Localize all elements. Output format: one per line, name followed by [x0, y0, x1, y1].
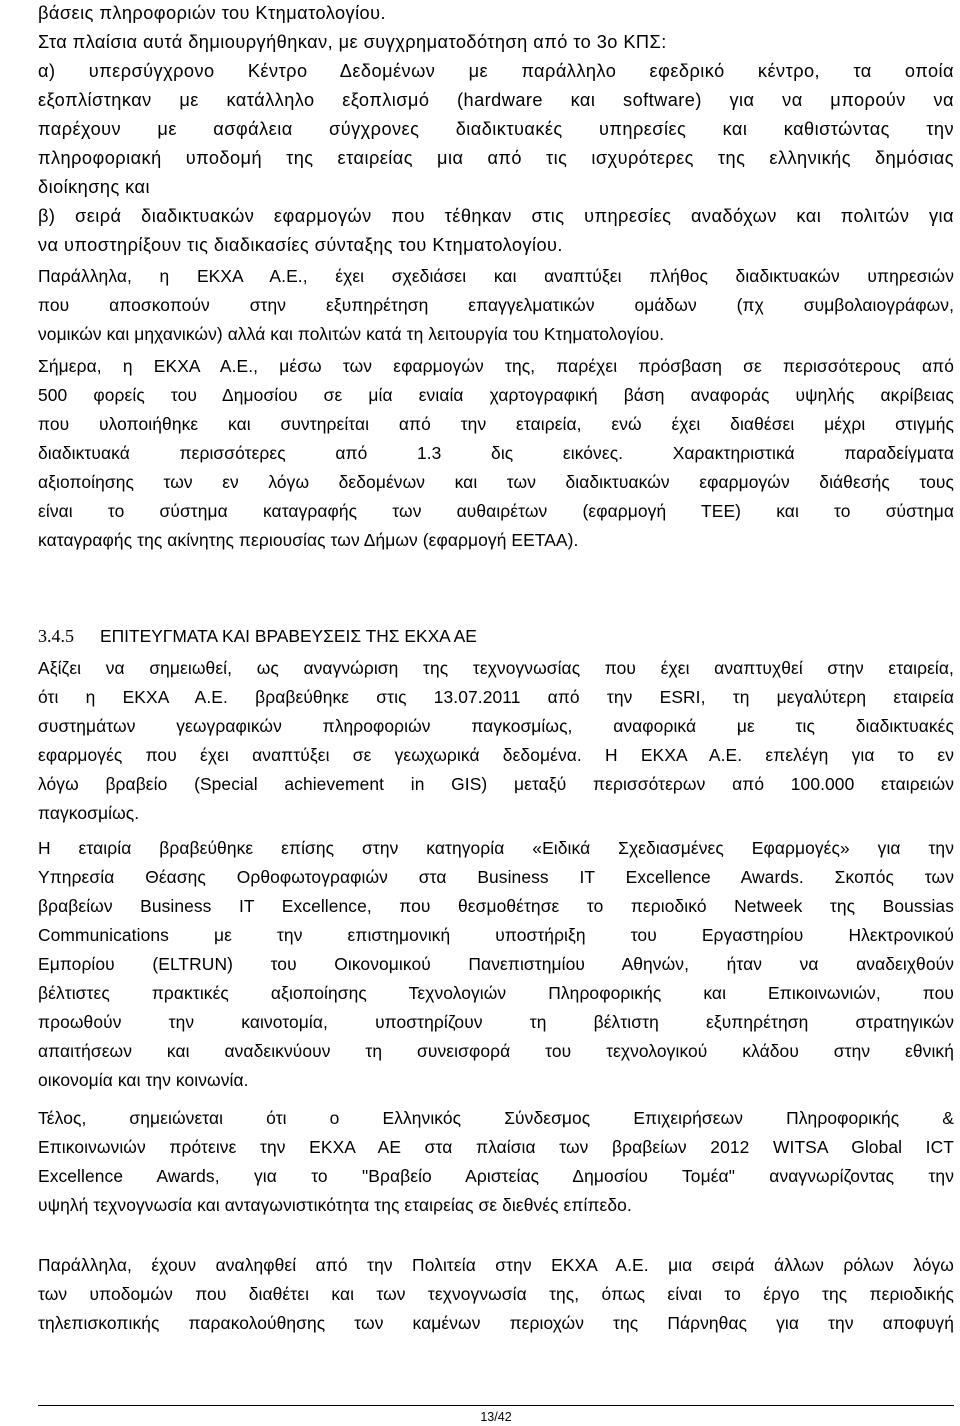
text-line: Στα πλαίσια αυτά δημιουργήθηκαν, με συγχρηματοδότηση από το 3ο ΚΠΣ:	[38, 32, 667, 52]
section-heading	[38, 622, 477, 650]
text-line: Επικοινωνιών πρότεινε την ΕΚΧΑ ΑΕ στα πλαίσια των βραβείων 2012 WITSA Global ICT	[38, 1137, 954, 1157]
text-line: βέλτιστες πρακτικές αξιοποίησης Τεχνολογιών Πληροφορικής και Επικοινωνιών, που	[38, 983, 954, 1003]
text-line: συστημάτων γεωγραφικών πληροφοριών παγκοσμίως, αναφορικά με τις διαδικτυακές	[38, 716, 954, 736]
paragraph-web-services	[38, 262, 954, 349]
page-number: 13/42	[480, 1410, 512, 1424]
paragraph-business-it-award	[38, 834, 954, 1095]
text-line: παρέχουν με ασφάλεια σύγχρονες διαδικτυακές υπηρεσίες και καθιστώντας την	[38, 119, 954, 139]
text-line: α) υπερσύγχρονο Κέντρο Δεδομένων με παράλληλο εφεδρικό κέντρο, τα οποία	[38, 61, 954, 81]
text-line: βάσεις πληροφοριών του Κτηματολογίου.	[38, 3, 387, 23]
text-line: Communications με την επιστημονική υποστήριξη του Εργαστηρίου Ηλεκτρονικού	[38, 925, 954, 945]
text-line: Παράλληλα, έχουν αναληφθεί από την Πολιτεία στην ΕΚΧΑ Α.Ε. μια σειρά άλλων ρόλων λόγω	[38, 1255, 954, 1275]
text-line: που αποσκοπούν στην εξυπηρέτηση επαγγελματικών ομάδων (πχ συμβολαιογράφων,	[38, 295, 954, 315]
text-line: που υλοποιήθηκε και συντηρείται από την εταιρεία, ενώ έχει διαθέσει μέχρι στιγμής	[38, 414, 954, 434]
text-line: των υποδομών που διαθέτει και των τεχνογνωσία της, όπως είναι το έργο της περιοδικής	[38, 1284, 954, 1304]
text-line: διοίκησης και	[38, 177, 150, 197]
section-number: 3.4.5	[38, 626, 74, 646]
text-line: να υποστηρίξουν τις διαδικασίες σύνταξης του Κτηματολογίου.	[38, 235, 563, 255]
text-line: προωθούν την καινοτομία, υποστηρίζουν τη βέλτιστη εξυπηρέτηση στρατηγικών	[38, 1012, 954, 1032]
text-line: Εμπορίου (ELTRUN) του Οικονομικού Πανεπιστημίου Αθηνών, ήταν να αναδειχθούν	[38, 954, 954, 974]
text-line: β) σειρά διαδικτυακών εφαρμογών που τέθηκαν στις υπηρεσίες αναδόχων και πολιτών για	[38, 206, 954, 226]
text-line: πληροφοριακή υποδομή της εταιρείας μια από τις ισχυρότερες της ελληνικής δημόσιας	[38, 148, 954, 168]
text-line: Σήμερα, η ΕΚΧΑ Α.Ε., μέσω των εφαρμογών της, παρέχει πρόσβαση σε περισσότερους από	[38, 356, 954, 376]
paragraph-data-infrastructure	[38, 0, 954, 260]
text-line: αξιοποίησης των εν λόγω δεδομένων και των διαδικτυακών εφαρμογών διάθεσής τους	[38, 472, 954, 492]
paragraph-other-roles	[38, 1251, 954, 1338]
paragraph-esri-award	[38, 654, 954, 828]
paragraph-public-access	[38, 352, 954, 555]
text-line: τηλεπισκοπικής παρακολούθησης των καμένων περιοχών της Πάρνηθας για την αποφυγή	[38, 1313, 954, 1333]
text-line: ότι η ΕΚΧΑ Α.Ε. βραβεύθηκε στις 13.07.2011 από την ESRI, τη μεγαλύτερη εταιρεία	[38, 687, 954, 707]
text-line: Τέλος, σημειώνεται ότι ο Ελληνικός Σύνδεσμος Επιχειρήσεων Πληροφορικής &	[38, 1108, 954, 1128]
text-line: Excellence Awards, για το "Βραβείο Αριστείας Δημοσίου Τομέα" αναγνωρίζοντας την	[38, 1166, 954, 1186]
text-line: οικονομία και την κοινωνία.	[38, 1070, 249, 1090]
text-line: Αξίζει να σημειωθεί, ως αναγνώριση της τεχνογνωσίας που έχει αναπτυχθεί στην εταιρεία,	[38, 658, 954, 678]
text-line: εξοπλίστηκαν με κατάλληλο εξοπλισμό (hardware και software) για να μπορούν να	[38, 90, 954, 110]
footer-divider	[38, 1405, 954, 1406]
text-line: παγκοσμίως.	[38, 803, 140, 823]
text-line: υψηλή τεχνογνωσία και ανταγωνιστικότητα της εταιρείας σε διεθνές επίπεδο.	[38, 1195, 632, 1215]
text-line: 500 φορείς του Δημοσίου σε μία ενιαία χαρτογραφική βάση αναφοράς υψηλής ακρίβειας	[38, 385, 954, 405]
text-line: βραβείων Business IT Excellence, που θεσμοθέτησε το περιοδικό Netweek της Boussias	[38, 896, 954, 916]
text-line: καταγραφής της ακίνητης περιουσίας των Δήμων (εφαρμογή ΕΕΤΑΑ).	[38, 530, 579, 550]
section-title: ΕΠΙΤΕΥΓΜΑΤΑ ΚΑΙ ΒΡΑΒΕΥΣΕΙΣ ΤΗΣ ΕΚΧΑ ΑΕ	[100, 626, 477, 646]
paragraph-witsa-award	[38, 1104, 954, 1220]
text-line: είναι το σύστημα καταγραφής των αυθαιρέτων (εφαρμογή ΤΕΕ) και το σύστημα	[38, 501, 954, 521]
text-line: εφαρμογές που έχει αναπτύξει σε γεωχωρικά δεδομένα. Η ΕΚΧΑ Α.Ε. επελέγη για το εν	[38, 745, 954, 765]
text-line: διαδικτυακά περισσότερες από 1.3 δις εικόνες. Χαρακτηριστικά παραδείγματα	[38, 443, 954, 463]
text-line: Η εταιρία βραβεύθηκε επίσης στην κατηγορία «Ειδικά Σχεδιασμένες Εφαρμογές» για την	[38, 838, 954, 858]
text-line: απαιτήσεων και αναδεικνύουν τη συνεισφορά του τεχνολογικού κλάδου στην εθνική	[38, 1041, 954, 1061]
text-line: Παράλληλα, η ΕΚΧΑ Α.Ε., έχει σχεδιάσει και αναπτύξει πλήθος διαδικτυακών υπηρεσιών	[38, 266, 954, 286]
text-line: Υπηρεσία Θέασης Ορθοφωτογραφιών στα Business IT Excellence Awards. Σκοπός των	[38, 867, 954, 887]
text-line: νομικών και μηχανικών) αλλά και πολιτών κατά τη λειτουργία του Κτηματολογίου.	[38, 324, 665, 344]
text-line: λόγω βραβείο (Special achievement in GIS) μεταξύ περισσότερων από 100.000 εταιρειών	[38, 774, 954, 794]
